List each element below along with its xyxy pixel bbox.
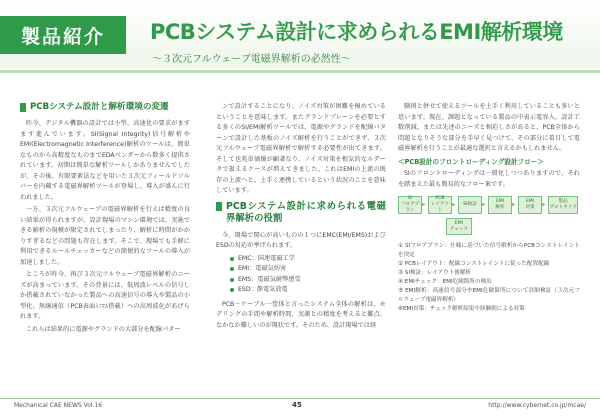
list-item: ④ EMIチェック：EMI危険箇所の検出 [398, 279, 492, 285]
list-item: ① SIフロアプラン：仕様に基づいた信号解析からPCBコンストレイントを決定 [398, 243, 580, 258]
paragraph: 験則と併せて使えるツールを上手く利用していることも多いと思います。現在、課題となっている製品の中表示電容入、設計工数削減、または先述のニーズと相応しさがあると、PCB全体から問題となりそうな部分を手早く見つけて、その部分に着目して電磁界解析を行うことが最適な選択と言えるかもしれません。 [398, 103, 580, 152]
column-3 [398, 102, 580, 314]
paragraph: PCB－ケーブル一筐体と言ったシステム全体の解析は、モデリングの手間や解析時間、実測との精度を考えると難点、なかなか難しいのが現状です。そのため、設計現場では経 [216, 300, 386, 329]
header-rule [0, 70, 600, 73]
paragraph: ンで設計することになり、ノイズ対策が困難を極めているということを意味します。またグランドプレーンを必要とする多くのSI/EMI解析ツールでは、電源やグランドを配線パターンで設計した基板のノイズ解析を行うことができず、３次元フルウェーブ電磁界解析で解析する必要性が出てきます。そして也兆単価優が顧著なり、ノイズ対策を根気的なルデータで扱えるケースが増えてきました。これはEMIの上流の既存の上流へと、上手く連携しているという状況のことを意味しています。 [216, 103, 386, 194]
flow-diagram [398, 194, 580, 236]
section-heading: PCBシステム設計に求められる電磁界解析の役割 [216, 201, 386, 225]
list-item: EMS：電磁気耐弊感受 [230, 275, 386, 286]
arrow-right-icon: ▶ [511, 201, 516, 208]
list-item: ⑥EMI対策：チェック解析結果や経験則による対策 [398, 306, 525, 312]
flow-step-emi-analysis: EMI 解析 [488, 196, 512, 214]
paragraph: 一方、３次元フルウェーブの電磁界解析を行えば精度の良い結果が得られますが、設計現場のマシン環境では、実施できる解析の規模が限定されてしまったり、解析に時間がかかりすぎるなどの問題も存在します。そこで、現場でも手軽に利用できるルールチェッカーなどの簡便的なツールの導入が加速しました。 [20, 206, 190, 266]
flow-step-si-floorplan: SI フロアプラン [398, 196, 422, 214]
paragraph: 今、現場で関心が高いものの１つにEMC(EMI/EMS)およびESDの対応が挙げられます。 [216, 231, 386, 249]
flow-step-emi-check: EMI チェック [446, 218, 472, 235]
arrow-right-icon: ▶ [451, 201, 456, 208]
flow-step-pcb-layout: PCB レイアウト [428, 196, 452, 214]
flow-subheading: ＜PCB設計のフロントローディング設計フロー＞ [398, 157, 544, 166]
publication-name: Mechanical CAE NEWS Vol.16 [14, 402, 103, 409]
paragraph: 昨今、デジタル機器の設計では小型、高速化の要求がますます進んでいます。SI(Signal Integrity)信号解析やEMI(Electromagnetic Interference)解析のツールは、簡単なものから高精度なものまでEDAベンダーから数多く提供されています。初期は簡単な解析ツールしかありませんでしたが、その後、有限要素法などを用いた３次元フィールドソルバーを内蔵する電磁界解析ツールが登場し、導入が盛んに行われました。 [20, 120, 190, 201]
arrow-right-icon: ▶ [481, 201, 486, 208]
page-title: PCBシステム設計に求められるEMI解析環境 [150, 20, 563, 44]
column-2 [216, 102, 386, 333]
paragraph: これらは結果的に電源やグランドの大部分を配線パター [26, 325, 181, 333]
column-1 [20, 102, 190, 337]
paragraph: ところが昨今、再び３次元フルウェーブ電磁界解析のニーズが高まっています。その背景には、低周波レベルの信号しか搭載されていなかった製品への高速信号の導入や製品の小型化、無線通信（PCB表面ﾐﾆﾏﾑ搭載）への高周波化があげられます。 [20, 271, 190, 320]
list-item: ③ SI検証：レイアウト後解析 [398, 270, 472, 276]
list-item: ② PCBレイアウト：配線コンストレイントに従った配置配線 [398, 261, 550, 267]
flow-step-si-verify: SI検証 [458, 196, 482, 214]
page-footer [0, 398, 600, 418]
arrow-right-icon: ▶ [541, 201, 546, 208]
footer-rule [0, 398, 600, 399]
flow-step-prototype: 製品 プロトタイプ [548, 196, 578, 214]
list-item: ⑤ EMI解析：高速信号部分やEMI危険箇所について詳細検証（３次元フルウェーブ電磁界解析） [398, 288, 580, 303]
page-subtitle: ～３次元フルウェーブ電磁界解析の必然性～ [152, 54, 351, 65]
flow-step-emi-countermeasure: EMI 対策 [518, 196, 542, 214]
list-item: EMI：電磁気妨害 [230, 264, 386, 275]
page-header [0, 0, 600, 88]
paragraph: SIのフロントローディングは一般化しつつありますので、それを踏まえた最も簡易的なフロー案です。 [398, 170, 580, 188]
flow-steps-list [398, 242, 580, 314]
arrow-right-icon: ▶ [421, 201, 426, 208]
page-number: 45 [292, 401, 302, 409]
list-item: EMC：国連電磁工学 [230, 254, 386, 265]
section-label: 製品紹介 [0, 16, 126, 54]
term-list [230, 254, 386, 296]
section-heading: PCBシステム設計と解析環境の変遷 [20, 102, 190, 113]
website-url: http://www.cybernet.co.jp/mcae/ [488, 402, 586, 409]
list-item: ESD：静電気放電 [230, 285, 386, 296]
